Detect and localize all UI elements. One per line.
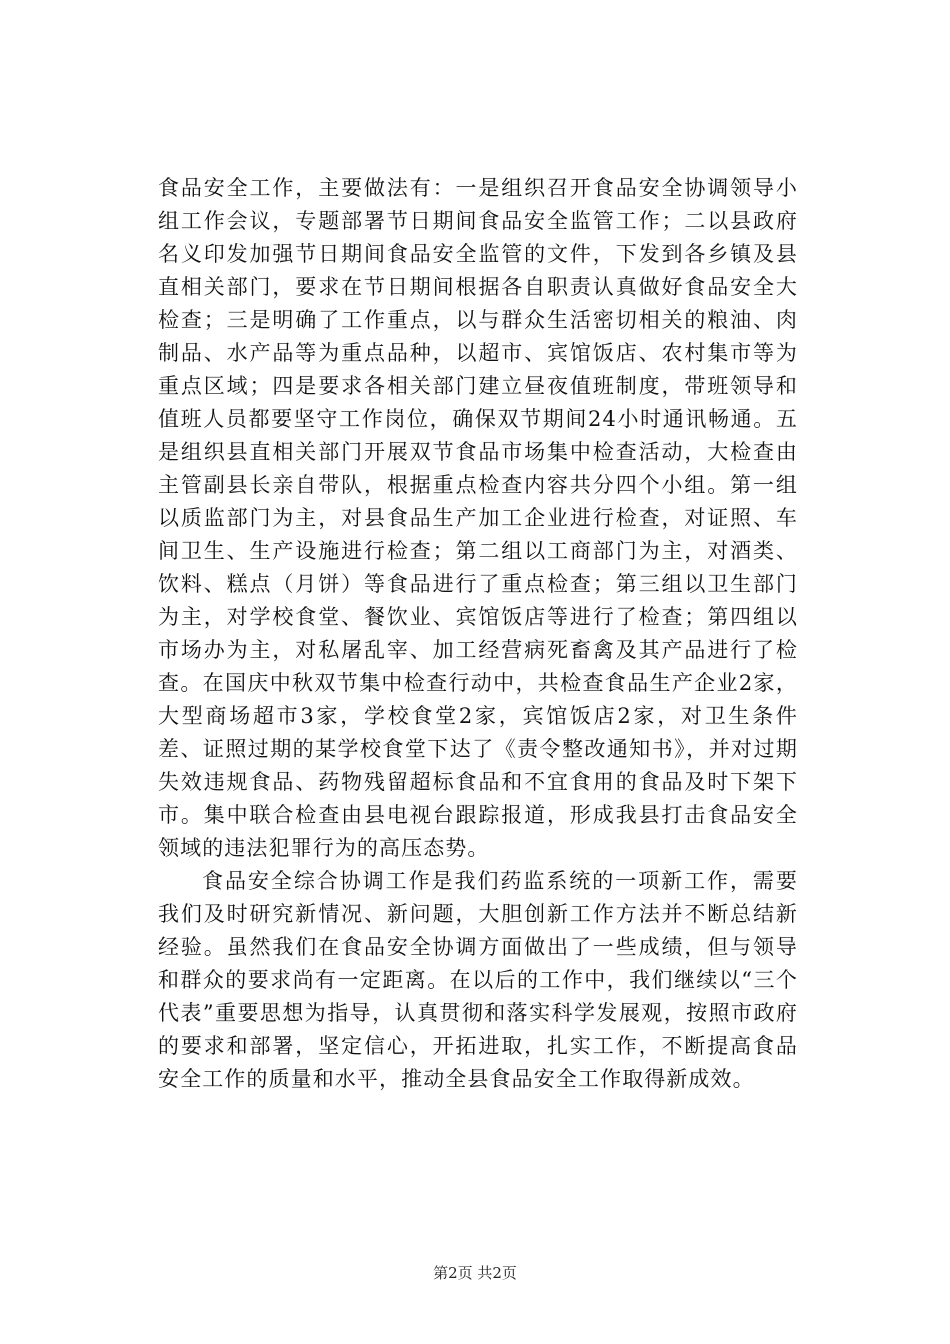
page-footer xyxy=(0,1263,950,1283)
page-number-label: 第2页 共2页 xyxy=(433,1264,517,1282)
paragraph-continued: 食品安全工作，主要做法有：一是组织召开食品安全协调领导小组工作会议，专题部署节日期间食品安全监管工作；二以县政府名义印发加强节日期间食品安全监管的文件，下发到各乡镇及县直相关部门，要求在节日期间根据各自职责认真做好食品安全大检查；三是明确了工作重点，以与群众生活密切相关的粮油、肉制品、水产品等为重点品种，以超市、宾馆饭店、农村集市等为重点区域；四是要求各相关部门建立昼夜值班制度，带班领导和值班人员都要坚守工作岗位，确保双节期间24小时通讯畅通。五是组织县直相关部门开展双节食品市场集中检查活动，大检查由主管副县长亲自带队，根据重点检查内容共分四个小组。第一组以质监部门为主，对县食品生产加工企业进行检查，对证照、车间卫生、生产设施进行检查；第二组以工商部门为主，对酒类、饮料、糕点（月饼）等食品进行了重点检查；第三组以卫生部门为主，对学校食堂、餐饮业、宾馆饭店等进行了检查；第四组以市场办为主，对私屠乱宰、加工经营病死畜禽及其产品进行了检查。在国庆中秋双节集中检查行动中，共检查食品生产企业2家，大型商场超市3家，学校食堂2家，宾馆饭店2家，对卫生条件差、证照过期的某学校食堂下达了《责令整改通知书》，并对过期失效违规食品、药物残留超标食品和不宜食用的食品及时下架下市。集中联合检查由县电视台跟踪报道，形成我县打击食品安全领域的违法犯罪行为的高压态势。 xyxy=(158,176,798,860)
document-body xyxy=(158,172,798,1096)
paragraph-conclusion: 食品安全综合协调工作是我们药监系统的一项新工作，需要我们及时研究新情况、新问题，大胆创新工作方法并不断总结新经验。虽然我们在食品安全协调方面做出了一些成绩，但与领导和群众的要求尚有一定距离。在以后的工作中，我们继续以“三个代表”重要思想为指导，认真贯彻和落实科学发展观，按照市政府的要求和部署，坚定信心，开拓进取，扎实工作，不断提高食品安全工作的质量和水平，推动全县食品安全工作取得新成效。 xyxy=(158,869,798,1091)
